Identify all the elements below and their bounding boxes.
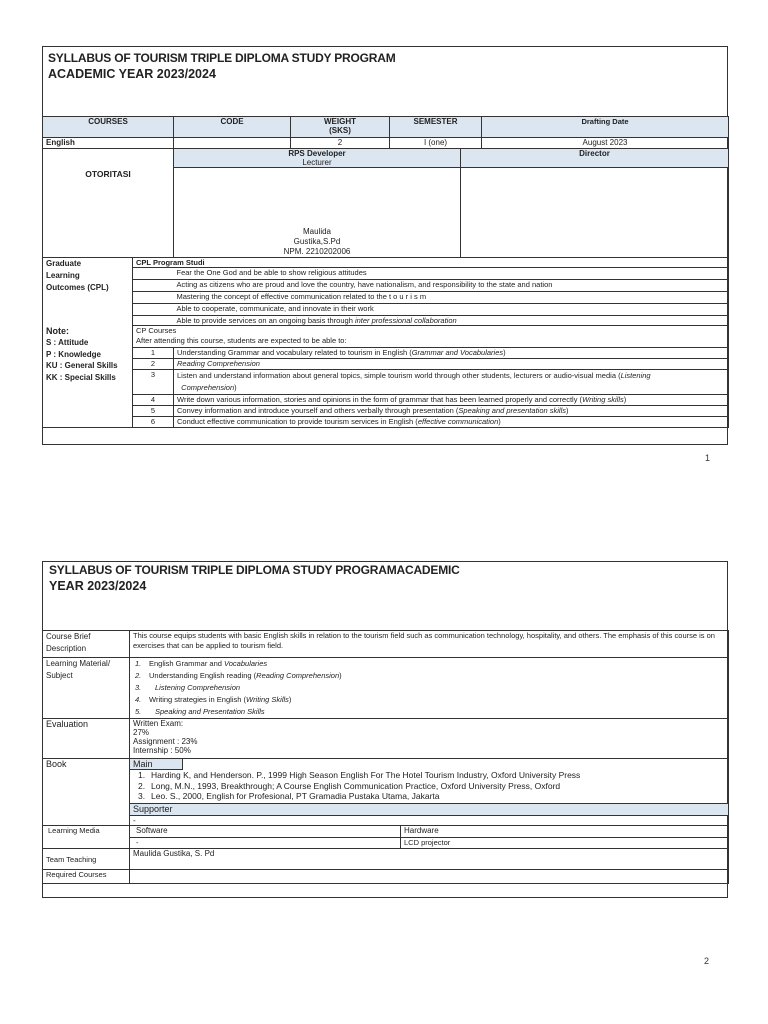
book-item-text: Harding K, and Henderson. P., 1999 High Season English For The Hotel Tourism Industry, Oxford University Press bbox=[151, 770, 581, 780]
book-main-label: Main bbox=[130, 759, 183, 770]
material-item: 3. Listening Comprehension bbox=[135, 683, 241, 692]
cp-num: 4 bbox=[133, 395, 174, 406]
cp-item-5-text: Convey information and introduce yourself and others verbally through presentation (Speaking and presentation skills) bbox=[177, 406, 569, 415]
hardware-label: Hardware bbox=[401, 826, 729, 838]
course-weight: 2 bbox=[291, 138, 390, 149]
cpl-item: Acting as citizens who are proud and love the country, have nationalism, and responsibility to the state and nation bbox=[174, 280, 729, 292]
material-item: 5. Speaking and Presentation Skills bbox=[135, 707, 265, 716]
material-item-1-text: English Grammar and Vocabularies bbox=[149, 659, 268, 668]
graduate-label bbox=[43, 258, 133, 316]
brief-label-1: Course Brief bbox=[46, 632, 91, 641]
book-item: 1. Harding K, and Henderson. P., 1999 High Season English For The Hotel Tourism Industry, Oxford University Press bbox=[138, 770, 581, 780]
cp-num: 3 bbox=[133, 370, 174, 395]
note-attitude: S : Attitude bbox=[46, 338, 89, 347]
evaluation-label: Evaluation bbox=[43, 719, 130, 759]
book-item-text: Leo. S., 2000, English for Profesional, PT Gramadia Pustaka Utama, Jakarta bbox=[151, 791, 440, 801]
page1-title-line2: ACADEMIC YEAR 2023/2024 bbox=[48, 67, 216, 81]
graduate-label-3: Outcomes (CPL) bbox=[46, 283, 109, 292]
header-drafting-date: Drafting Date bbox=[482, 117, 729, 138]
cpl-item-5-text: Able to provide services on an ongoing basis through inter professional collaboration bbox=[176, 316, 457, 325]
cp-courses-label: CP Courses bbox=[136, 326, 177, 335]
note-knowledge: P : Knowledge bbox=[46, 349, 101, 359]
cp-item-1-text: Understanding Grammar and vocabulary related to tourism in English (Grammar and Vocabularies) bbox=[177, 348, 506, 357]
hardware-value: LCD projector bbox=[401, 838, 729, 849]
book-supporter-value: - bbox=[130, 816, 729, 826]
header-weight-label: WEIGHT bbox=[324, 117, 356, 126]
brief-label-2: Description bbox=[46, 644, 87, 653]
material-item-2-text: Understanding English reading (Reading Comprehension) bbox=[149, 671, 342, 680]
book-item: 3. Leo. S., 2000, English for Profesional, PT Gramadia Pustaka Utama, Jakarta bbox=[138, 791, 440, 801]
book-list bbox=[130, 770, 728, 802]
brief-label bbox=[43, 631, 130, 658]
cp-item bbox=[174, 395, 729, 406]
book-label: Book bbox=[43, 759, 130, 804]
cp-item-6-text: Conduct effective communication to provide tourism services in English (effective communication) bbox=[177, 417, 501, 426]
page2-number: 2 bbox=[704, 956, 710, 966]
syllabus-page-1 bbox=[42, 46, 728, 445]
material-label bbox=[43, 658, 130, 719]
course-semester: I (one) bbox=[390, 138, 482, 149]
material-item: 1. English Grammar and Vocabularies bbox=[135, 659, 268, 668]
graduate-label-1: Graduate bbox=[46, 259, 82, 268]
material-label-2: Subject bbox=[46, 671, 73, 680]
lecturer-npm: NPM. 2210202006 bbox=[283, 247, 351, 256]
cpl-item bbox=[174, 316, 729, 326]
book-supporter-label: Supporter bbox=[130, 804, 729, 816]
cp-courses-after: After attending this course, students are expected to be able to: bbox=[136, 336, 347, 345]
lecturer-name-1: Maulida bbox=[302, 227, 331, 236]
evaluation-written-value: 27% bbox=[133, 728, 150, 737]
course-name: English bbox=[43, 138, 174, 149]
software-value: - bbox=[130, 838, 401, 849]
authority-label bbox=[43, 149, 174, 258]
cp-num: 2 bbox=[133, 359, 174, 370]
material-item: 2. Understanding English reading (Reading Comprehension) bbox=[135, 671, 342, 680]
page2-title-line1: SYLLABUS OF TOURISM TRIPLE DIPLOMA STUDY PROGRAMACADEMIC bbox=[49, 563, 460, 577]
cp-item bbox=[174, 417, 729, 428]
note-label: Note: bbox=[46, 325, 69, 336]
syllabus-page-2 bbox=[42, 561, 728, 898]
page1-title-line1: SYLLABUS OF TOURISM TRIPLE DIPLOMA STUDY PROGRAM bbox=[48, 51, 396, 65]
evaluation-internship: Internship : 50% bbox=[133, 746, 191, 755]
evaluation-values bbox=[130, 719, 729, 759]
page1-table bbox=[42, 116, 729, 428]
cp-item-3-text: Listen and understand information about general topics, simple tourism world through other students, lecturers or audio-visual media (Listening bbox=[177, 371, 651, 380]
header-code: CODE bbox=[174, 117, 291, 138]
header-weight-sub: (SKS) bbox=[329, 126, 351, 135]
cp-courses-intro bbox=[133, 326, 729, 348]
director-label: Director bbox=[461, 149, 729, 168]
rps-developer: RPS Developer bbox=[288, 149, 346, 158]
note-special-skills: KK : Special Skills bbox=[46, 372, 116, 382]
cpl-item: Fear the One God and be able to show religious attitudes bbox=[174, 268, 729, 280]
cpl-header: CPL Program Studi bbox=[133, 258, 729, 268]
graduate-label-2: Learning bbox=[46, 271, 80, 280]
page2-table bbox=[42, 630, 729, 884]
lecturer-name-2: Gustika,S.Pd bbox=[293, 237, 341, 246]
material-item-4-text: Writing strategies in English (Writing Skills) bbox=[149, 695, 292, 704]
book-main-cell bbox=[130, 759, 729, 804]
director-signature bbox=[461, 168, 729, 258]
note-general-skills: KU : General Skills bbox=[46, 361, 118, 370]
lecturer-label: Lecturer bbox=[302, 158, 332, 167]
cpl-item: Mastering the concept of effective communication related to the t o u r i s m bbox=[174, 292, 729, 304]
material-item: 4. Writing strategies in English (Writing Skills) bbox=[135, 695, 292, 704]
book-item-text: Long, M.N., 1993, Breakthrough; A Course English Communication Practice, Oxford University Press, Oxford bbox=[151, 780, 561, 791]
cp-item: Listen and understand information about general topics, simple tourism world through other students, lecturers or audio-visual media (Listening Comprehension) bbox=[174, 370, 729, 395]
material-item-5-text: Speaking and Presentation Skills bbox=[155, 707, 265, 716]
lecturer-signature bbox=[174, 168, 461, 258]
header-courses: COURSES bbox=[43, 117, 174, 138]
material-item-3-text: Listening Comprehension bbox=[155, 683, 241, 692]
page1-number: 1 bbox=[705, 453, 711, 463]
course-code bbox=[174, 138, 291, 149]
cp-num: 1 bbox=[133, 348, 174, 359]
software-label: Software bbox=[130, 826, 401, 838]
media-label: Learning Media bbox=[43, 826, 130, 849]
note-legend bbox=[43, 326, 133, 428]
team-value: Maulida Gustika, S. Pd bbox=[130, 849, 729, 870]
required-label: Required Courses bbox=[43, 870, 130, 884]
header-semester: SEMESTER bbox=[390, 117, 482, 138]
book-item: 2. Long, M.N., 1993, Breakthrough; A Course English Communication Practice, Oxford University Press, Oxford bbox=[138, 780, 561, 791]
materials-list bbox=[130, 658, 729, 719]
cp-item-3-cont: Comprehension bbox=[177, 383, 235, 392]
header-weight bbox=[291, 117, 390, 138]
brief-text: This course equips students with basic English skills in relation to the tourism field such as communication technology, hospitality, and others. The emphasis of this course is on exercises that can be applied to tourism field. bbox=[130, 631, 729, 658]
cp-item bbox=[174, 406, 729, 417]
page2-title-line2: YEAR 2023/2024 bbox=[49, 579, 147, 593]
course-date: August 2023 bbox=[482, 138, 729, 149]
rps-developer-cell bbox=[174, 149, 461, 168]
cp-num: 5 bbox=[133, 406, 174, 417]
authority-label-text: OTORITASI bbox=[85, 169, 131, 179]
evaluation-assignment: Assignment : 23% bbox=[133, 737, 198, 746]
team-label: Team Teaching bbox=[43, 849, 130, 870]
cp-item-4-text: Write down various information, stories and opinions in the form of grammar that has been learned properly and correctly (Writing skills) bbox=[177, 395, 627, 404]
cp-num: 6 bbox=[133, 417, 174, 428]
evaluation-written: Written Exam: bbox=[133, 719, 184, 728]
cp-item bbox=[174, 348, 729, 359]
required-value bbox=[130, 870, 729, 884]
material-label-1: Learning Material/ bbox=[46, 659, 111, 668]
cp-item: Reading Comprehension bbox=[174, 359, 729, 370]
cpl-item: Able to cooperate, communicate, and innovate in their work bbox=[174, 304, 729, 316]
